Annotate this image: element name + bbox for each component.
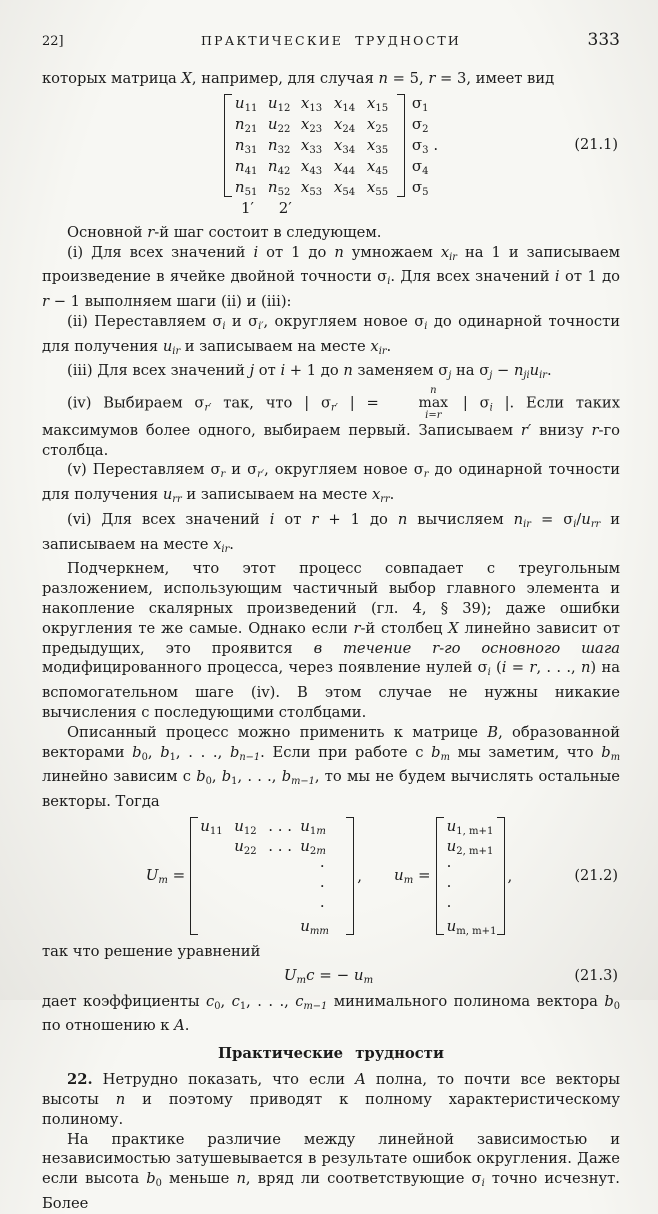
paragraph-step-intro: Основной r-й шаг состоит в следующем. — [67, 223, 382, 241]
matrix-cell — [232, 856, 266, 876]
matrix-cell: $u_{12}$ — [267, 93, 291, 114]
vector-entry: $u_{m, m+1}$ — [446, 916, 497, 937]
lhs-u-small-m: $u_m$ = — [394, 865, 431, 886]
equation-label: (21.1) — [574, 137, 618, 154]
sigma-entry: $\sigma_2$ — [411, 114, 429, 135]
lhs-um: $U_m$ = — [145, 865, 186, 886]
right-bracket — [346, 817, 354, 935]
pivot-column-marks — [42, 199, 620, 217]
left-bracket — [190, 817, 198, 935]
matrix-cell — [198, 836, 232, 856]
matrix-cell — [232, 876, 266, 896]
pivot-mark: 2′ — [278, 198, 292, 217]
paragraph-step-iii: (iii) Для всех значений j от i + 1 до n заменяем $\sigma_j$ на $\sigma_j - n_{ji}u_{ir}$. — [67, 362, 552, 382]
section-heading: Практические трудности — [218, 1045, 444, 1063]
equation-label: (21.2) — [574, 867, 618, 884]
matrix-cell: $u_{22}$ — [234, 836, 257, 857]
equation-label: (21.3) — [574, 967, 618, 984]
matrix-u-m — [198, 816, 346, 936]
matrix-cell — [266, 856, 298, 876]
sigma-entry: $\sigma_5$ — [411, 177, 429, 198]
matrix-cell — [198, 876, 232, 896]
paragraph-step-iv: (iv) Выбираем $\sigma_{r'}$ так, что | $\sigma_{r'}$ | = n max i=r | $\sigma_i$ |. Если таких максимумов более одного, выбираем первый. Записываем r′ внизу r-го столбца. — [42, 385, 620, 459]
matrix-cell — [198, 896, 232, 916]
separator-comma: , — [507, 866, 513, 885]
right-bracket — [397, 94, 405, 197]
matrix-cell: $x_{13}$ — [300, 93, 323, 114]
matrix-cell: $u_{12}$ — [234, 816, 257, 837]
paragraph-remark: Подчеркнем, что этот процесс совпадает с треугольным разложением, использующим частичный выбор главного элемента и накопление скалярных произведений (гл. 4, § 39); даже ошибки округления те же самые. Однако если r-й столбец X линейно зависит от предыдущих, это проявится в течение r-го основного шага модифицированного процесса, через появление нулей $\sigma_i$ (i = r, . . ., n) на вспомогательном шаге (iv). В этом случае не нужны никакие вычисления с последующими столбцами. — [42, 560, 621, 721]
matrix-equation — [42, 93, 620, 198]
matrix-cell: $x_{44}$ — [333, 156, 356, 177]
section-number: 22] — [42, 34, 64, 49]
matrix-cell: $x_{15}$ — [366, 93, 389, 114]
matrix-cell — [266, 876, 298, 896]
equation-21-1 — [42, 93, 620, 217]
matrix-cell: $x_{24}$ — [333, 114, 356, 135]
matrix-cell: $u_{22}$ — [267, 114, 291, 135]
matrix-cell: $n_{42}$ — [267, 156, 291, 177]
matrix-cell — [266, 896, 298, 916]
vector-dot: · — [446, 876, 452, 895]
matrix-cell: . . . — [268, 816, 293, 835]
matrix-cell: $x_{23}$ — [300, 114, 323, 135]
paragraph-step-v: (v) Переставляем $\sigma_r$ и $\sigma_{r'}$, округляем новое $\sigma_r$ до одинарной точности для получения $u_{rr}$ и записываем на месте $x_{rr}$. — [42, 461, 620, 506]
matrix-cell — [198, 916, 232, 936]
matrix-cell: $u_{mm}$ — [300, 916, 329, 937]
sigma-entry: $\sigma_4$ — [411, 156, 429, 177]
matrix-cell — [266, 916, 298, 936]
matrix-cell: $x_{33}$ — [300, 135, 323, 156]
page-header — [42, 30, 620, 50]
vector-dot: · — [446, 856, 452, 875]
matrix-dot: · — [319, 896, 325, 915]
sigma-entry: $\sigma_3$ . — [411, 135, 439, 156]
paragraph-practice: На практике различие между линейной зависимостью и независимостью затушевывается в результате ошибок округления. Даже если высота $b_0$ меньше n, вряд ли соответствующие $\sigma_i$ точно исчезнут. Более — [42, 1130, 620, 1212]
matrix-cell: $x_{43}$ — [300, 156, 323, 177]
equation-21-3 — [42, 966, 620, 986]
matrix-cell: $n_{21}$ — [234, 114, 258, 135]
sigma-column — [412, 93, 438, 198]
matrix-cell: $n_{41}$ — [234, 156, 258, 177]
pivot-mark: 1′ — [241, 198, 254, 217]
matrix-cell — [198, 856, 232, 876]
equation-21-2 — [42, 816, 620, 936]
sigma-entry: $\sigma_1$ — [411, 93, 429, 114]
matrix-21-1 — [232, 93, 397, 198]
matrix-cell: $x_{14}$ — [333, 93, 356, 114]
paragraph-intro: которых матрица X, например, для случая n = 5, r = 3, имеет вид — [42, 70, 555, 87]
vector-dot: · — [446, 896, 452, 915]
matrix-cell: $u_{11}$ — [200, 816, 223, 837]
vector-u-m — [444, 816, 497, 936]
matrix-cell: $u_{2m}$ — [300, 836, 326, 857]
matrix-cell: $u_{1m}$ — [300, 816, 326, 837]
paragraph-coefficients: дает коэффициенты $c_0$, $c_1$, . . ., $c_{m-1}$ минимального полинома вектора $b_0$ по отношению к A. — [42, 992, 620, 1035]
vector-entry: $u_{2, m+1}$ — [446, 836, 494, 857]
paragraph-step-i: (i) Для всех значений i от 1 до n умножаем $x_{ir}$ на 1 и записываем произведение в ячейке двойной точности $\sigma_i$. Для всех значений i от 1 до r − 1 выполняем шаги (ii) и (iii): — [42, 243, 621, 311]
matrix-dot: · — [319, 856, 325, 875]
matrix-dot: · — [319, 876, 325, 895]
equation-body: $U_mc$ = − $u_m$ — [283, 965, 374, 986]
matrix-equation — [42, 816, 620, 936]
matrix-cell — [232, 896, 266, 916]
matrix-cell: $u_{11}$ — [234, 93, 258, 114]
matrix-cell: $n_{52}$ — [267, 177, 291, 198]
matrix-cell: $x_{35}$ — [366, 135, 389, 156]
left-bracket — [436, 817, 444, 935]
running-title: ПРАКТИЧЕСКИЕ ТРУДНОСТИ — [200, 33, 461, 48]
matrix-cell: $x_{34}$ — [333, 135, 356, 156]
right-bracket — [497, 817, 505, 935]
matrix-cell: $x_{25}$ — [366, 114, 389, 135]
page-number: 333 — [587, 30, 620, 50]
matrix-cell: $n_{51}$ — [234, 177, 258, 198]
matrix-cell: . . . — [268, 836, 293, 855]
paragraph-step-vi: (vi) Для всех значений i от r + 1 до n вычисляем $n_{ir} = \sigma_i/u_{rr}$ и записываем на месте $x_{ir}$. — [42, 510, 621, 555]
paragraph-22: 22. Нетрудно показать, что если A полна, то почти все векторы высоты n и поэтому приводят к полному характеристическому полиному. — [42, 1071, 620, 1128]
matrix-cell: $x_{54}$ — [333, 177, 356, 198]
matrix-cell: $x_{45}$ — [366, 156, 389, 177]
paragraph-process-b: Описанный процесс можно применить к матрице B, образованной векторами $b_0$, $b_1$, . . ., $b_{n-1}$. Если при работе с $b_m$ мы заметим, что $b_m$ линейно зависим с $b_0$, $b_1$, . . ., $b_{m-1}$, то мы не будем вычислять остальные векторы. Тогда — [42, 723, 621, 811]
matrix-cell: $n_{32}$ — [267, 135, 291, 156]
matrix-cell: $n_{31}$ — [234, 135, 258, 156]
left-bracket — [224, 94, 232, 197]
inline-equation — [42, 966, 620, 986]
matrix-cell: $x_{53}$ — [300, 177, 323, 198]
paragraph-so-that: так что решение уравнений — [42, 942, 261, 960]
matrix-cell: $x_{55}$ — [366, 177, 389, 198]
separator-comma: , — [357, 866, 363, 885]
paragraph-step-ii: (ii) Переставляем $\sigma_i$ и $\sigma_{i'}$, округляем новое $\sigma_i$ до одинарной точности для получения $u_{ir}$ и записываем на месте $x_{ir}$. — [42, 312, 620, 357]
matrix-cell — [232, 916, 266, 936]
vector-entry: $u_{1, m+1}$ — [446, 816, 494, 837]
